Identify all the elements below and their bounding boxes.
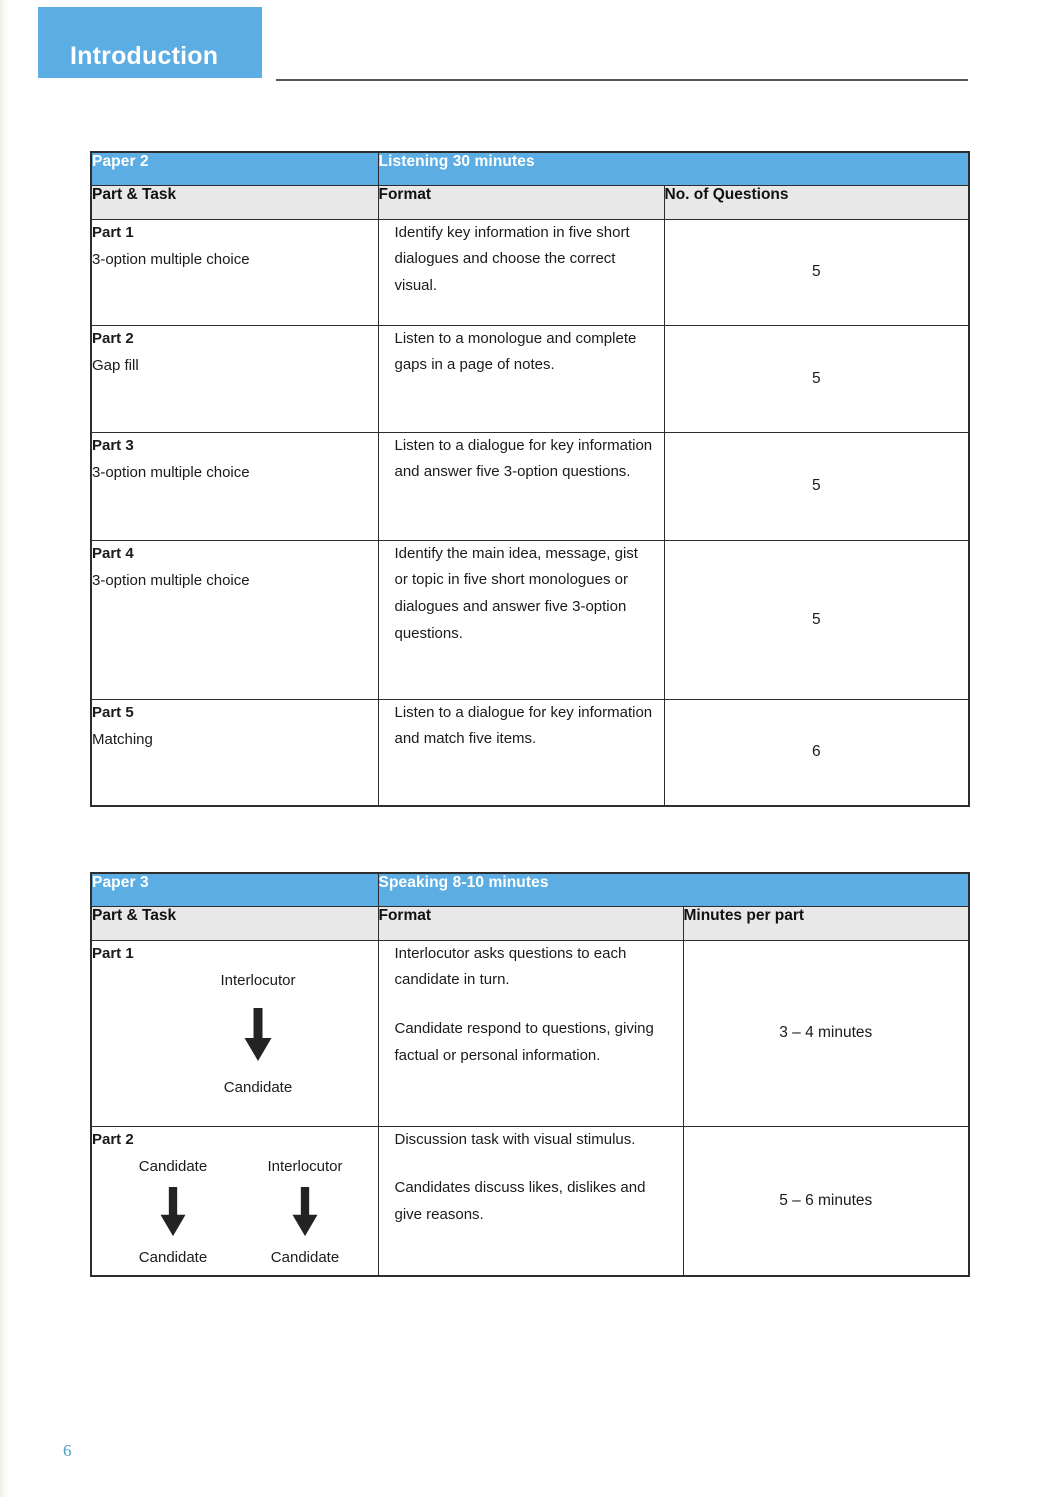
table-column-header-row [91,185,969,219]
diagram-label-right-top: Interlocutor [267,1158,343,1176]
paper-name-header: Paper 3 [91,873,378,906]
table-row [91,325,969,432]
format-cell [378,940,683,1126]
part-label: Part 2 [92,329,134,347]
interaction-diagram [92,1154,378,1268]
part-label: Part 5 [92,703,134,721]
column-header-minutes: Minutes per part [683,906,969,940]
speaking-paper-table [90,872,970,1277]
task-label: 3-option multiple choice [92,464,250,482]
column-header-part-task: Part & Task [91,185,378,219]
diagram-label-top: Interlocutor [220,972,296,990]
part-task-cell [91,540,378,699]
down-arrow-icon [250,1187,360,1237]
task-label: 3-option multiple choice [92,251,250,269]
questions-cell: 5 [664,540,969,699]
format-cell: Listen to a monologue and complete gaps in a page of notes. [378,325,664,432]
column-header-questions: No. of Questions [664,185,969,219]
questions-cell: 5 [664,432,969,540]
questions-cell: 6 [664,699,969,806]
paper-detail-header: Listening 30 minutes [378,152,969,185]
part-label: Part 1 [92,223,134,241]
format-cell: Identify the main idea, message, gist or topic in five short monologues or dialogues and answer five 3-option questions. [378,540,664,699]
page-number: 6 [63,1441,72,1460]
format-paragraph-2: Candidates discuss likes, dislikes and give reasons. [394,1179,646,1223]
format-cell: Identify key information in five short dialogues and choose the correct visual. [378,219,664,325]
page-left-edge-shadow [0,0,9,1497]
paper-name-header: Paper 2 [91,152,378,185]
format-paragraph-2: Candidate respond to questions, giving factual or personal information. [394,1019,654,1064]
format-paragraph-1: Discussion task with visual stimulus. [394,1130,636,1148]
table-header-row-paper [91,873,969,906]
table-row [91,219,969,325]
part-task-cell [91,219,378,325]
table-row [91,940,969,1126]
part-label: Part 3 [92,436,134,454]
column-header-format: Format [378,906,683,940]
part-label: Part 1 [92,944,134,962]
part-task-cell [91,432,378,540]
section-header-banner [38,7,262,78]
part-task-cell [91,1126,378,1276]
format-cell: Listen to a dialogue for key information and match five items. [378,699,664,806]
diagram-label-left-top: Candidate [138,1158,208,1176]
part-task-cell [91,940,378,1126]
interaction-diagram [92,968,378,1098]
table-header-row-paper [91,152,969,185]
minutes-cell: 3 – 4 minutes [683,940,969,1126]
page-title: Introduction [70,42,219,70]
down-arrow-icon [170,1008,346,1062]
column-header-format: Format [378,185,664,219]
format-cell [378,1126,683,1276]
paper-detail-header: Speaking 8-10 minutes [378,873,969,906]
diagram-label-right-bottom: Candidate [270,1249,340,1267]
part-label: Part 2 [92,1130,134,1148]
down-arrow-icon [118,1187,228,1237]
format-cell: Listen to a dialogue for key information and answer five 3-option questions. [378,432,664,540]
table-row [91,432,969,540]
task-label: Gap fill [92,357,139,375]
part-task-cell [91,325,378,432]
table-column-header-row [91,906,969,940]
table-row [91,540,969,699]
task-label: 3-option multiple choice [92,572,250,590]
diagram-label-left-bottom: Candidate [138,1249,208,1267]
table-row [91,699,969,806]
format-paragraph-1: Interlocutor asks questions to each candidate in turn. [394,944,627,989]
questions-cell: 5 [664,325,969,432]
diagram-label-bottom: Candidate [223,1079,293,1097]
column-header-part-task: Part & Task [91,906,378,940]
header-divider-rule [276,79,968,81]
listening-paper-table [90,151,970,807]
task-label: Matching [92,731,153,749]
questions-cell: 5 [664,219,969,325]
table-row [91,1126,969,1276]
part-label: Part 4 [92,544,134,562]
part-task-cell [91,699,378,806]
minutes-cell: 5 – 6 minutes [683,1126,969,1276]
